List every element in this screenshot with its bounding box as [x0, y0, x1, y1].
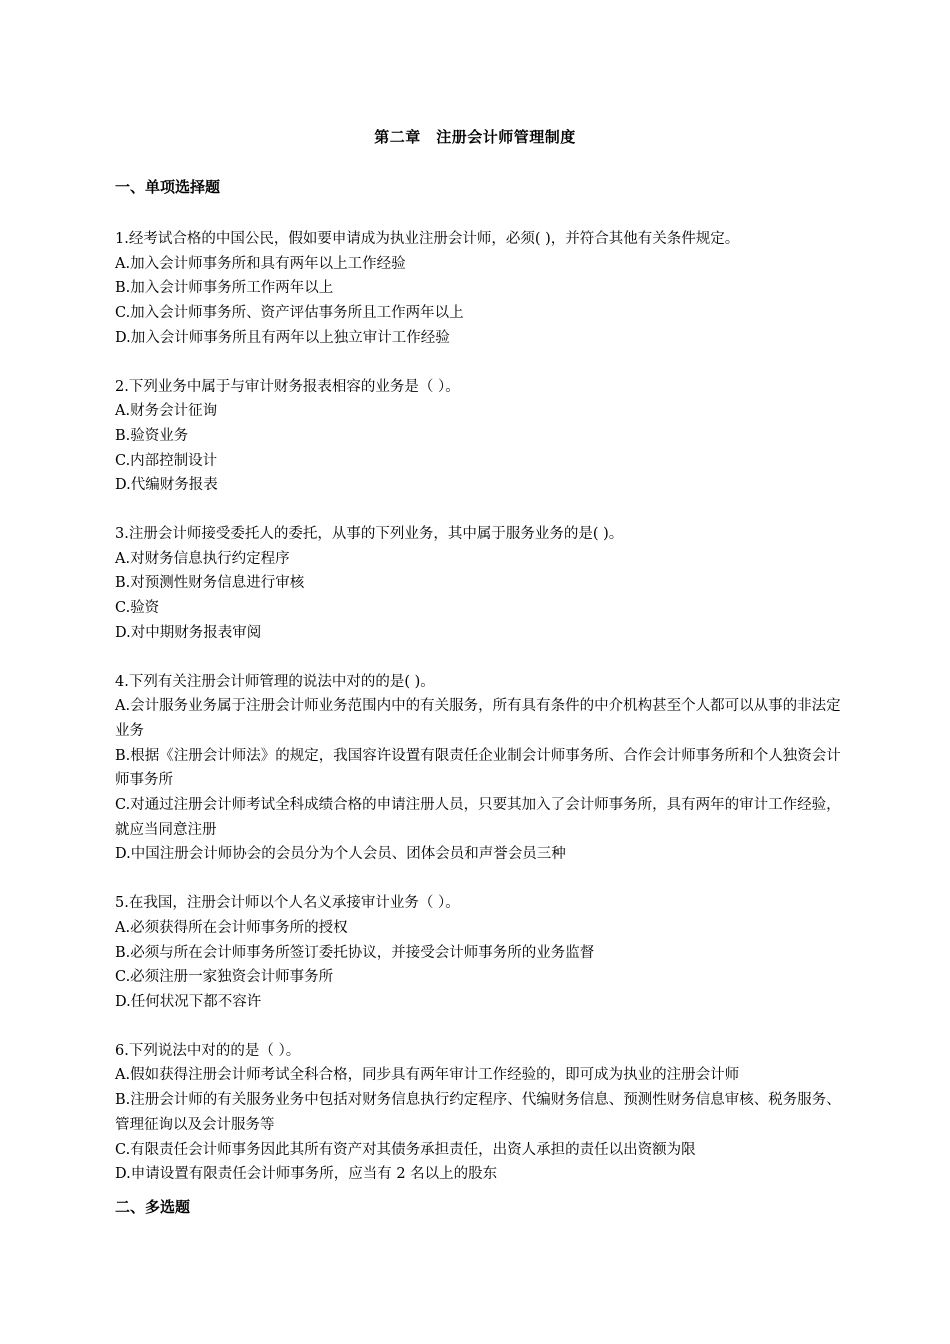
question-5	[115, 891, 845, 1015]
question-4	[115, 670, 845, 868]
option-b: B.对预测性财务信息进行审核	[115, 575, 305, 592]
option-c: C.加入会计师事务所、资产评估事务所且工作两年以上	[115, 305, 464, 322]
question-2	[115, 375, 845, 499]
option-a: A.会计服务业务属于注册会计师业务范围内中的有关服务，所有具有条件的中介机构甚至个人都可以从事的非法定业务	[115, 698, 841, 739]
section-heading-single-choice: 一、单项选择题	[115, 178, 221, 196]
option-b: B.注册会计师的有关服务业务中包括对财务信息执行约定程序、代编财务信息、预测性财务信息审核、税务服务、管理征询以及会计服务等	[115, 1092, 841, 1133]
option-d: D.中国注册会计师协会的会员分为个人会员、团体会员和声誉会员三种	[115, 846, 566, 863]
question-1	[115, 227, 845, 351]
option-b: B.必须与所在会计师事务所签订委托协议，并接受会计师事务所的业务监督	[115, 944, 595, 961]
option-b: B.加入会计师事务所工作两年以上	[115, 280, 334, 297]
option-b: B.根据《注册会计师法》的规定，我国容许设置有限责任企业制会计师事务所、合作会计师事务所和个人独资会计师事务所	[115, 747, 841, 789]
option-d: D.任何状况下都不容许	[115, 993, 262, 1010]
option-c: C.内部控制设计	[115, 452, 218, 469]
option-a: A.对财务信息执行约定程序	[115, 550, 290, 567]
chapter-title: 第二章 注册会计师管理制度	[374, 128, 576, 146]
option-d: D.加入会计师事务所且有两年以上独立审计工作经验	[115, 329, 450, 346]
question-stem: 5.在我国，注册会计师以个人名义承接审计业务（ ）。	[115, 895, 460, 912]
question-stem: 2.下列业务中属于与审计财务报表相容的业务是（ ）。	[115, 378, 460, 395]
question-stem: 1.经考试合格的中国公民，假如要申请成为执业注册会计师，必须( )，并符合其他有关条件规定。	[115, 231, 740, 247]
question-stem: 3.注册会计师接受委托人的委托，从事的下列业务，其中属于服务业务的是( )。	[115, 526, 624, 543]
option-a: A.财务会计征询	[115, 403, 218, 420]
option-c: C.验资	[115, 600, 160, 617]
question-list	[115, 227, 845, 1187]
option-a: A.假如获得注册会计师考试全科合格，同步具有两年审计工作经验的，即可成为执业的注册会计师	[115, 1067, 740, 1084]
option-a: A.加入会计师事务所和具有两年以上工作经验	[115, 255, 406, 272]
question-stem: 6.下列说法中对的的是（ ）。	[115, 1042, 301, 1059]
section-heading-multiple-choice: 二、多选题	[115, 1198, 191, 1216]
option-b: B.验资业务	[115, 427, 189, 444]
question-6	[115, 1039, 845, 1187]
option-d: D.对中期财务报表审阅	[115, 624, 262, 641]
question-3	[115, 522, 845, 646]
option-c: C.有限责任会计师事务因此其所有资产对其债务承担责任，出资人承担的责任以出资额为限	[115, 1141, 696, 1158]
question-stem: 4.下列有关注册会计师管理的说法中对的的是( )。	[115, 673, 435, 690]
option-d: D.代编财务报表	[115, 477, 218, 494]
option-a: A.必须获得所在会计师事务所的授权	[115, 919, 348, 936]
option-c: C.对通过注册会计师考试全科成绩合格的申请注册人员，只要其加入了会计师事务所，具有两年的审计工作经验，就应当同意注册	[115, 797, 841, 838]
option-d: D.申请设置有限责任会计师事务所，应当有 2 名以上的股东	[115, 1166, 498, 1183]
option-c: C.必须注册一家独资会计师事务所	[115, 969, 334, 986]
